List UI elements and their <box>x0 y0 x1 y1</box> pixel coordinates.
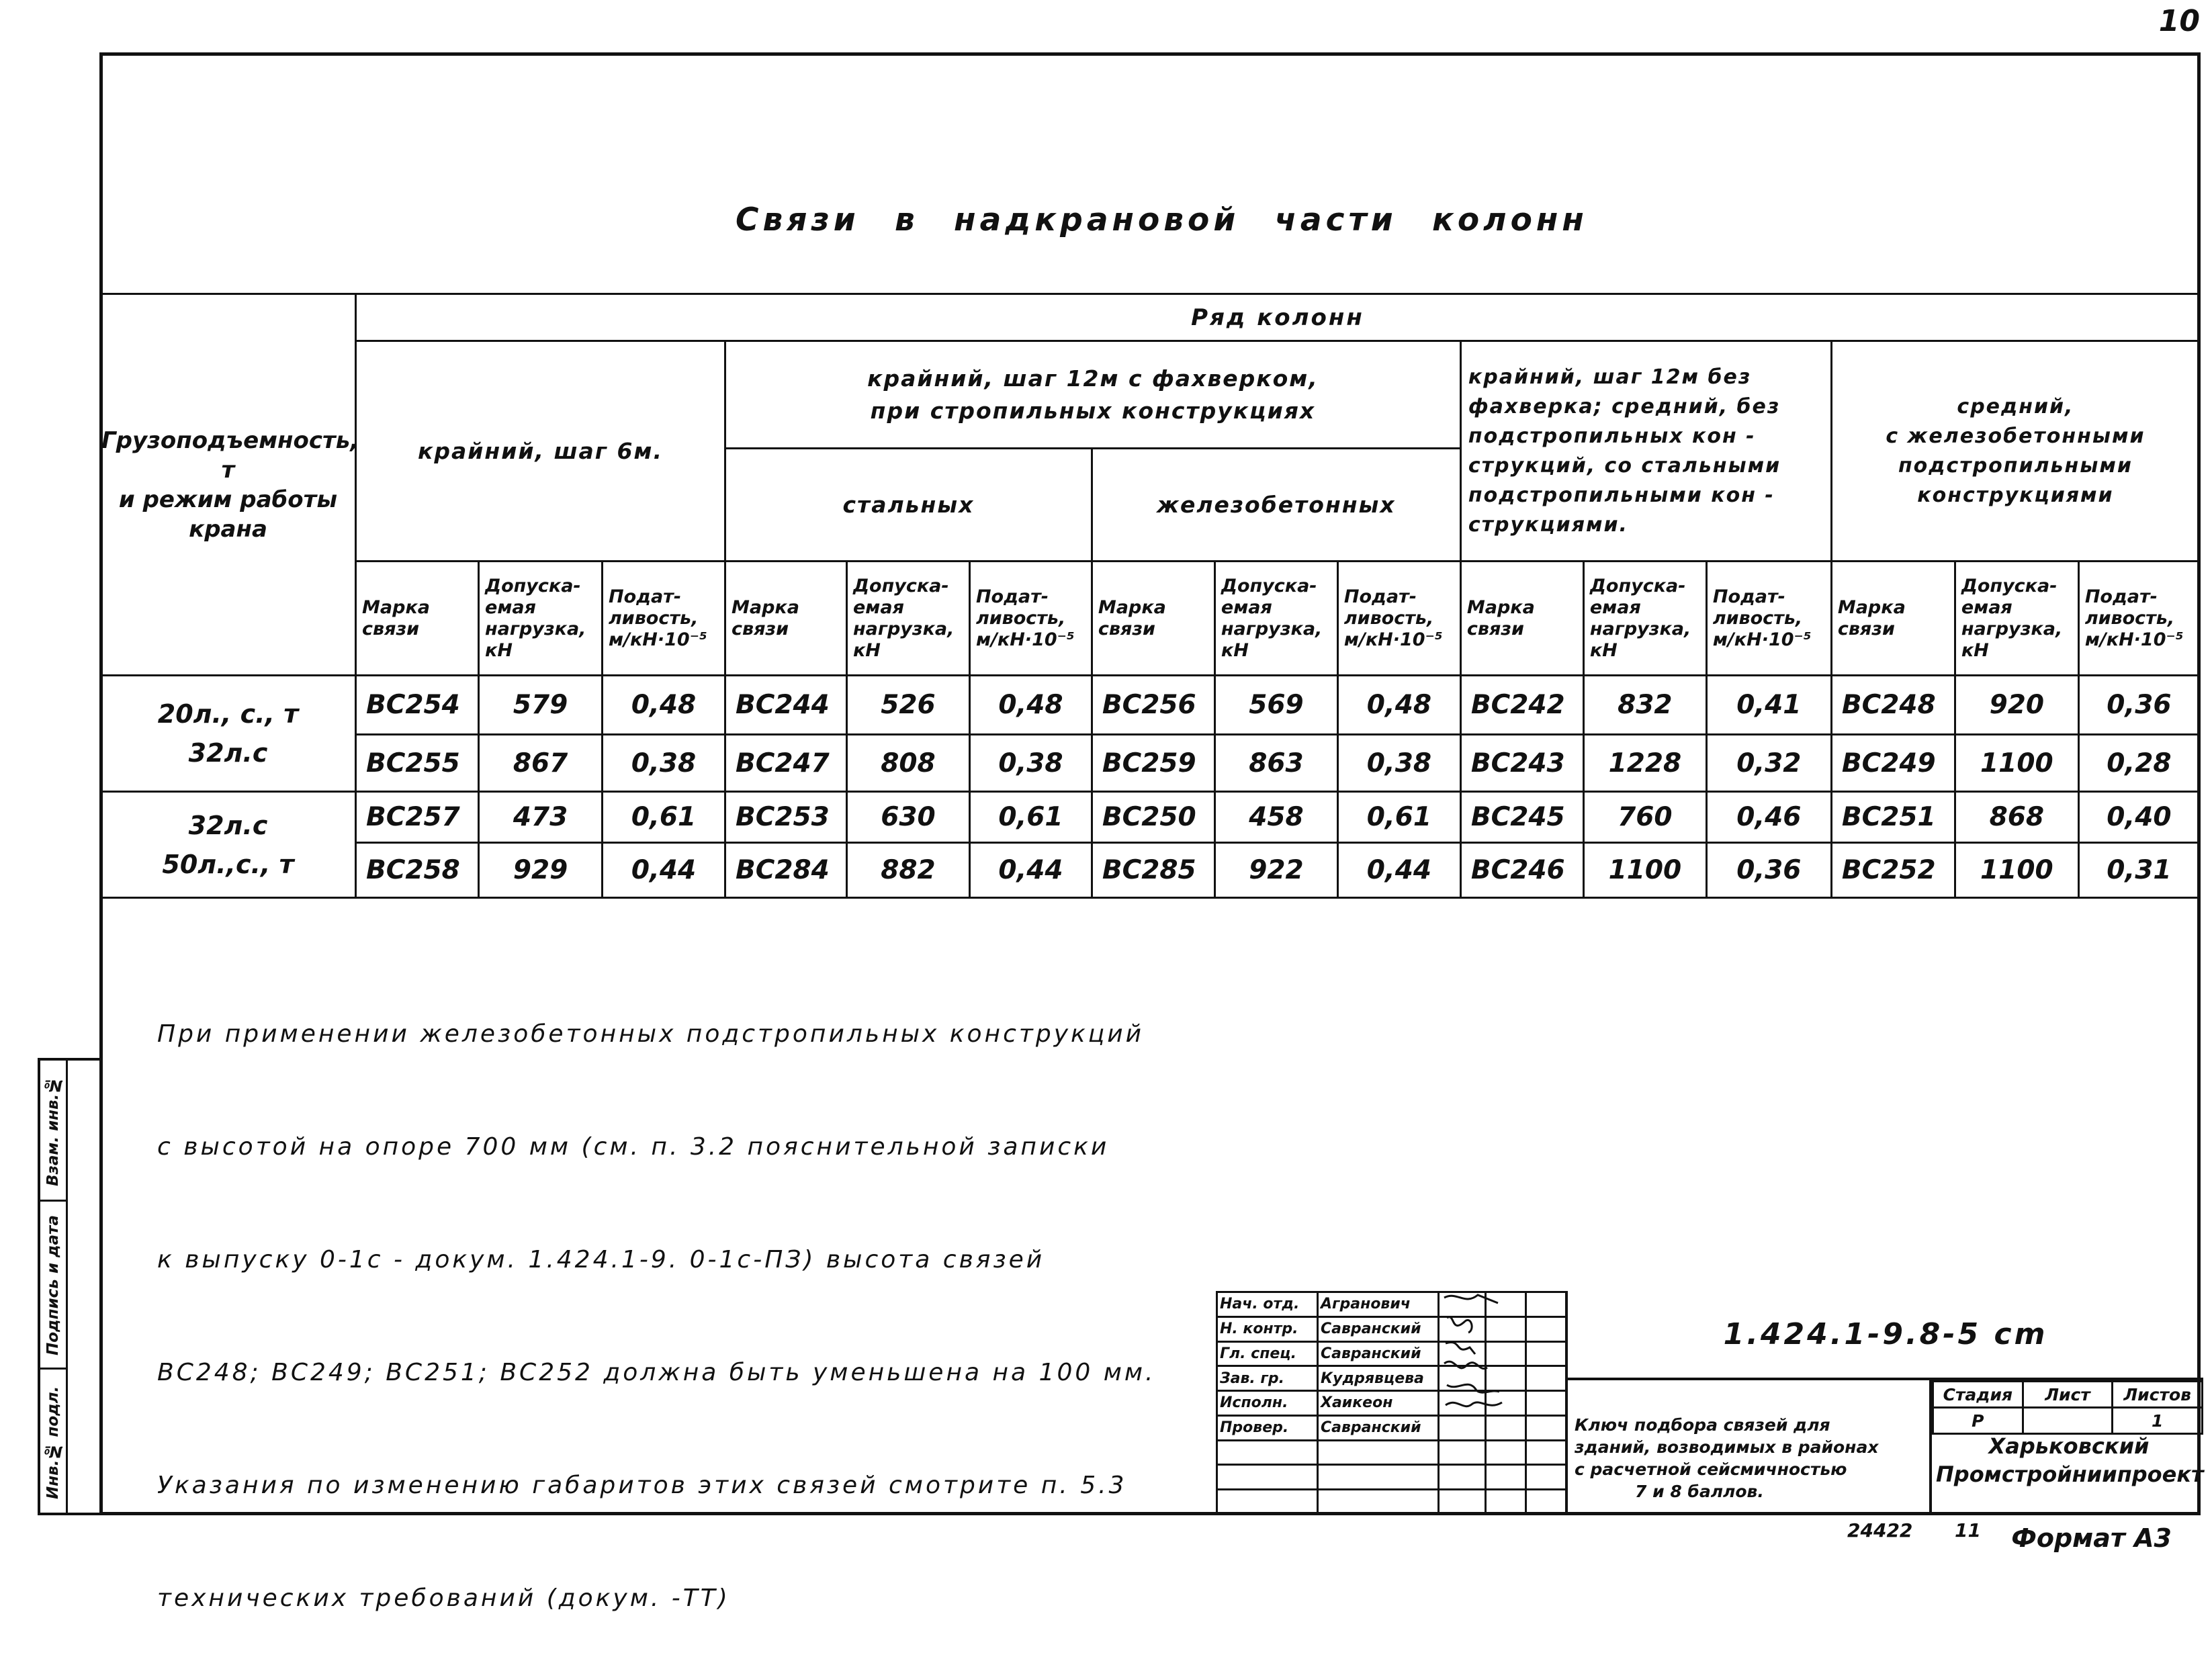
title-block <box>1565 1291 2204 1515</box>
organization-line: Харьковский <box>1988 1433 2150 1459</box>
group-header-line: подстропильными кон - <box>1468 483 1775 507</box>
description-line: Ключ подбора связей для <box>1575 1415 1830 1435</box>
brace-mark-cell: ВС253 <box>725 792 847 843</box>
compliance-cell: 0,44 <box>969 843 1092 898</box>
group-header-line: струкций, со стальными <box>1468 453 1781 478</box>
column-header-line: связи <box>362 618 420 639</box>
description-line: 7 и 8 баллов. <box>1635 1482 1764 1501</box>
signature-blank-cell <box>1318 1440 1439 1465</box>
brace-mark-cell: ВС252 <box>1831 843 1955 898</box>
group-header-line: струкциями. <box>1468 512 1628 537</box>
column-header-line: Допуска- <box>1589 575 1686 596</box>
table-row <box>101 843 2200 898</box>
column-header-line: кН <box>1589 639 1618 661</box>
brace-mark-cell: ВС255 <box>356 735 479 792</box>
column-header-line: м/кН·10⁻⁵ <box>975 629 1075 650</box>
signature-name: Агранович <box>1318 1292 1439 1317</box>
column-header-line: Марка <box>1466 596 1535 618</box>
signature-blank-cell <box>1526 1391 1566 1416</box>
compliance-cell: 0,41 <box>1706 676 1831 735</box>
column-header <box>2078 562 2199 676</box>
signature-role: Провер. <box>1217 1415 1318 1440</box>
brace-mark-cell: ВС243 <box>1460 735 1583 792</box>
column-header-line: кН <box>1221 639 1249 661</box>
signature-role: Гл. спец. <box>1217 1341 1318 1366</box>
signature-blank-cell <box>1217 1440 1318 1465</box>
group-header-line: средний, <box>1957 394 2074 418</box>
column-header <box>1337 562 1460 676</box>
row-group-line: 50л.,с., т <box>162 849 294 879</box>
compliance-cell: 0,46 <box>1706 792 1831 843</box>
signature-role: Н. контр. <box>1217 1316 1318 1341</box>
column-header <box>1955 562 2078 676</box>
column-header-line: Подат- <box>1343 586 1417 607</box>
compliance-cell: 0,31 <box>2078 843 2199 898</box>
sidebar-label-replace: Взам. инв.№ <box>44 1076 62 1186</box>
notes <box>157 940 1155 1655</box>
allowable-load-cell: 569 <box>1214 676 1337 735</box>
stage-header: Стадия <box>1933 1382 2023 1408</box>
column-header <box>603 562 725 676</box>
group-header-middle <box>1831 341 2199 562</box>
column-header-line: Марка <box>1837 596 1906 618</box>
capacity-header-line: Грузоподъемность, <box>101 427 359 454</box>
allowable-load-cell: 1100 <box>1955 843 2078 898</box>
signature-name: Савранский <box>1318 1415 1439 1440</box>
signature-row <box>1217 1490 1566 1515</box>
column-header-line: нагрузка, <box>1221 618 1323 639</box>
column-header-line: связи <box>1098 618 1155 639</box>
description-line: зданий, возводимых в районах <box>1575 1437 1879 1457</box>
group-header-edge-12m-frame <box>725 341 1461 449</box>
brace-mark-cell: ВС251 <box>1831 792 1955 843</box>
column-header-line: Допуска- <box>1221 575 1317 596</box>
bracing-table <box>99 293 2201 899</box>
capacity-header-line: и режим работы <box>118 486 338 513</box>
column-header <box>725 562 847 676</box>
allowable-load-cell: 1100 <box>1955 735 2078 792</box>
column-header-line: Допуска- <box>1961 575 2058 596</box>
column-header <box>846 562 969 676</box>
signature-role: Исполн. <box>1217 1391 1318 1416</box>
page-number: 10 <box>2158 4 2200 38</box>
allowable-load-cell: 526 <box>846 676 969 735</box>
allowable-load-cell: 922 <box>1214 843 1337 898</box>
group-header-line: крайний, шаг 12м без <box>1468 365 1752 389</box>
signature-blank-cell <box>1439 1490 1486 1515</box>
column-header <box>1706 562 1831 676</box>
column-header-line: емая <box>1221 596 1272 618</box>
column-header-line: Подат- <box>609 586 682 607</box>
organization <box>1936 1432 2202 1488</box>
group-header-line: крайний, шаг 12м с фахверком, <box>867 365 1319 392</box>
group-header-line: с железобетонными <box>1886 424 2145 448</box>
signature-name: Кудрявцева <box>1318 1366 1439 1391</box>
signature-blank-cell <box>1318 1465 1439 1490</box>
sheet-value <box>2023 1408 2113 1434</box>
signature-name: Савранский <box>1318 1341 1439 1366</box>
brace-mark-cell: ВС254 <box>356 676 479 735</box>
signature-blank-cell <box>1526 1366 1566 1391</box>
organization-line: Промстройниипроект <box>1936 1462 2204 1487</box>
paper-format: Формат А3 <box>2011 1523 2172 1553</box>
column-header-line: кН <box>1961 639 1989 661</box>
row-group-line: 20л., с., т <box>157 699 299 729</box>
signature-blank-cell <box>1486 1465 1526 1490</box>
group-header-line: при стропильных конструкциях <box>870 397 1316 424</box>
description-line: с расчетной сейсмичностью <box>1575 1460 1847 1479</box>
compliance-cell: 0,36 <box>2078 676 2199 735</box>
column-header-line: Подат- <box>2084 586 2158 607</box>
compliance-cell: 0,38 <box>969 735 1092 792</box>
allowable-load-cell: 867 <box>479 735 603 792</box>
sheets-value: 1 <box>2113 1408 2203 1434</box>
note-line: При применении железобетонных подстропильных конструкций <box>157 1020 1145 1048</box>
table-row <box>101 735 2200 792</box>
group-header-line: подстропильных кон - <box>1468 424 1756 448</box>
column-header-line: ливость, <box>609 607 699 629</box>
group-header-edge-12m-noframe <box>1460 341 1831 562</box>
signature-row <box>1217 1465 1566 1490</box>
column-header-line: кН <box>852 639 881 661</box>
compliance-cell: 0,38 <box>1337 735 1460 792</box>
column-header <box>479 562 603 676</box>
brace-mark-cell: ВС259 <box>1092 735 1214 792</box>
column-header-line: м/кН·10⁻⁵ <box>609 629 707 650</box>
compliance-cell: 0,61 <box>603 792 725 843</box>
allowable-load-cell: 920 <box>1955 676 2078 735</box>
note-line: с высотой на опоре 700 мм (см. п. 3.2 пояснительной записки <box>157 1133 1110 1161</box>
column-header <box>1460 562 1583 676</box>
row-group-line: 32л.с <box>188 810 268 840</box>
allowable-load-cell: 760 <box>1583 792 1706 843</box>
signature-blank-cell <box>1526 1490 1566 1515</box>
document-description <box>1568 1380 1932 1515</box>
column-header-line: ливость, <box>2084 607 2175 629</box>
column-header-line: связи <box>1466 618 1524 639</box>
sidebar-stamp <box>38 1058 99 1515</box>
allowable-load-cell: 630 <box>846 792 969 843</box>
group-header-line: фахверка; средний, без <box>1468 394 1781 418</box>
signature-role: Зав. гр. <box>1217 1366 1318 1391</box>
signature-blank-cell <box>1486 1490 1526 1515</box>
group-header-edge-6m: крайний, шаг 6м. <box>356 341 725 562</box>
compliance-cell: 0,32 <box>1706 735 1831 792</box>
allowable-load-cell: 832 <box>1583 676 1706 735</box>
allowable-load-cell: 929 <box>479 843 603 898</box>
group-header-line: подстропильными <box>1898 453 2133 478</box>
column-header-line: м/кН·10⁻⁵ <box>2084 629 2184 650</box>
compliance-cell: 0,40 <box>2078 792 2199 843</box>
signature-blank-cell <box>1217 1490 1318 1515</box>
brace-mark-cell: ВС284 <box>725 843 847 898</box>
subgroup-header-steel: стальных <box>725 449 1092 562</box>
row-header: Ряд колонн <box>356 294 2200 341</box>
brace-mark-cell: ВС250 <box>1092 792 1214 843</box>
column-header-line: Марка <box>362 596 431 618</box>
signature-blank-cell <box>1526 1316 1566 1341</box>
brace-mark-cell: ВС246 <box>1460 843 1583 898</box>
column-header <box>1214 562 1337 676</box>
signature-blank-cell <box>1526 1465 1566 1490</box>
column-header <box>969 562 1092 676</box>
column-header-line: м/кН·10⁻⁵ <box>1343 629 1443 650</box>
column-header-line: емая <box>1961 596 2012 618</box>
note-line: ВС248; ВС249; ВС251; ВС252 должна быть уменьшена на 100 мм. <box>157 1359 1156 1386</box>
sheets-header: Листов <box>2113 1382 2203 1408</box>
table-row <box>101 792 2200 843</box>
note-line: Указания по изменению габаритов этих связей смотрите п. 5.3 <box>157 1472 1127 1499</box>
column-header-line: Марка <box>732 596 799 618</box>
brace-mark-cell: ВС245 <box>1460 792 1583 843</box>
brace-mark-cell: ВС256 <box>1092 676 1214 735</box>
column-header-line: нагрузка, <box>1961 618 2063 639</box>
sidebar-cell-inventory <box>40 1370 66 1515</box>
allowable-load-cell: 882 <box>846 843 969 898</box>
signature-blank-cell <box>1526 1415 1566 1440</box>
signature-marks <box>1437 1291 1525 1445</box>
compliance-cell: 0,48 <box>603 676 725 735</box>
compliance-cell: 0,36 <box>1706 843 1831 898</box>
allowable-load-cell: 579 <box>479 676 603 735</box>
table-row <box>101 676 2200 735</box>
compliance-cell: 0,61 <box>1337 792 1460 843</box>
column-header-line: кН <box>485 639 513 661</box>
sheet-number: 11 <box>1955 1519 1981 1541</box>
compliance-cell: 0,44 <box>1337 843 1460 898</box>
capacity-header-line: т <box>221 456 235 484</box>
brace-mark-cell: ВС257 <box>356 792 479 843</box>
signature-blank-cell <box>1217 1465 1318 1490</box>
allowable-load-cell: 868 <box>1955 792 2078 843</box>
brace-mark-cell: ВС258 <box>356 843 479 898</box>
column-header-line: емая <box>852 596 904 618</box>
allowable-load-cell: 458 <box>1214 792 1337 843</box>
stage-value: Р <box>1933 1408 2023 1434</box>
column-header <box>356 562 479 676</box>
brace-mark-cell: ВС242 <box>1460 676 1583 735</box>
group-header-line: конструкциями <box>1917 483 2114 507</box>
row-group-label <box>101 792 356 898</box>
brace-mark-cell: ВС285 <box>1092 843 1214 898</box>
signature-blank-cell <box>1526 1292 1566 1317</box>
compliance-cell: 0,48 <box>969 676 1092 735</box>
compliance-cell: 0,28 <box>2078 735 2199 792</box>
signature-role: Нач. отд. <box>1217 1292 1318 1317</box>
compliance-cell: 0,38 <box>603 735 725 792</box>
column-header-line: нагрузка, <box>485 618 586 639</box>
compliance-cell: 0,48 <box>1337 676 1460 735</box>
column-header-line: ливость, <box>975 607 1066 629</box>
sidebar-label-signature: Подпись и дата <box>44 1215 62 1356</box>
column-header-line: емая <box>1589 596 1641 618</box>
column-header-line: связи <box>1837 618 1895 639</box>
column-header-line: связи <box>732 618 789 639</box>
column-header-line: нагрузка, <box>1589 618 1691 639</box>
brace-mark-cell: ВС249 <box>1831 735 1955 792</box>
brace-mark-cell: ВС247 <box>725 735 847 792</box>
column-header-line: Допуска- <box>485 575 581 596</box>
document-code: 1.424.1-9.8-5 cm <box>1568 1291 2203 1380</box>
row-group-line: 32л.с <box>188 738 268 768</box>
note-line: к выпуску 0-1с - докум. 1.424.1-9. 0-1с-ПЗ) высота связей <box>157 1246 1045 1273</box>
subgroup-header-concrete: железобетонных <box>1092 449 1460 562</box>
allowable-load-cell: 473 <box>479 792 603 843</box>
capacity-header <box>101 294 359 676</box>
column-header-line: Подат- <box>1712 586 1785 607</box>
brace-mark-cell: ВС248 <box>1831 676 1955 735</box>
page-title: Связи в надкрановой части колонн <box>736 202 1588 238</box>
brace-mark-cell: ВС244 <box>725 676 847 735</box>
allowable-load-cell: 808 <box>846 735 969 792</box>
signature-name: Савранский <box>1318 1316 1439 1341</box>
note-line: технических требований (докум. -ТТ) <box>157 1584 730 1612</box>
allowable-load-cell: 1228 <box>1583 735 1706 792</box>
column-header-line: емая <box>485 596 536 618</box>
signature-blank-cell <box>1526 1440 1566 1465</box>
column-header-line: ливость, <box>1712 607 1803 629</box>
column-header-line: Марка <box>1098 596 1166 618</box>
column-header-row <box>101 562 2200 676</box>
allowable-load-cell: 863 <box>1214 735 1337 792</box>
signature-name: Хаикеон <box>1318 1391 1439 1416</box>
signature-blank-cell <box>1439 1465 1486 1490</box>
column-header-line: ливость, <box>1343 607 1434 629</box>
sidebar-divider <box>66 1061 68 1513</box>
signature-blank-cell <box>1526 1341 1566 1366</box>
column-header <box>1831 562 1955 676</box>
sidebar-cell-signature <box>40 1202 66 1370</box>
sheet-header: Лист <box>2023 1382 2113 1408</box>
archive-number: 24422 <box>1847 1519 1913 1541</box>
allowable-load-cell: 1100 <box>1583 843 1706 898</box>
row-group-label <box>101 676 356 792</box>
column-header-line: Допуска- <box>852 575 949 596</box>
sidebar-cell-replace <box>40 1061 66 1202</box>
column-header-line: м/кН·10⁻⁵ <box>1712 629 1812 650</box>
sidebar-label-inventory: Инв.№ подл. <box>44 1386 62 1499</box>
column-header-line: нагрузка, <box>852 618 955 639</box>
stage-table <box>1932 1380 2203 1435</box>
capacity-header-line: крана <box>189 515 267 543</box>
column-header <box>1583 562 1706 676</box>
signature-blank-cell <box>1318 1490 1439 1515</box>
compliance-cell: 0,44 <box>603 843 725 898</box>
column-header <box>1092 562 1214 676</box>
compliance-cell: 0,61 <box>969 792 1092 843</box>
column-header-line: Подат- <box>975 586 1049 607</box>
